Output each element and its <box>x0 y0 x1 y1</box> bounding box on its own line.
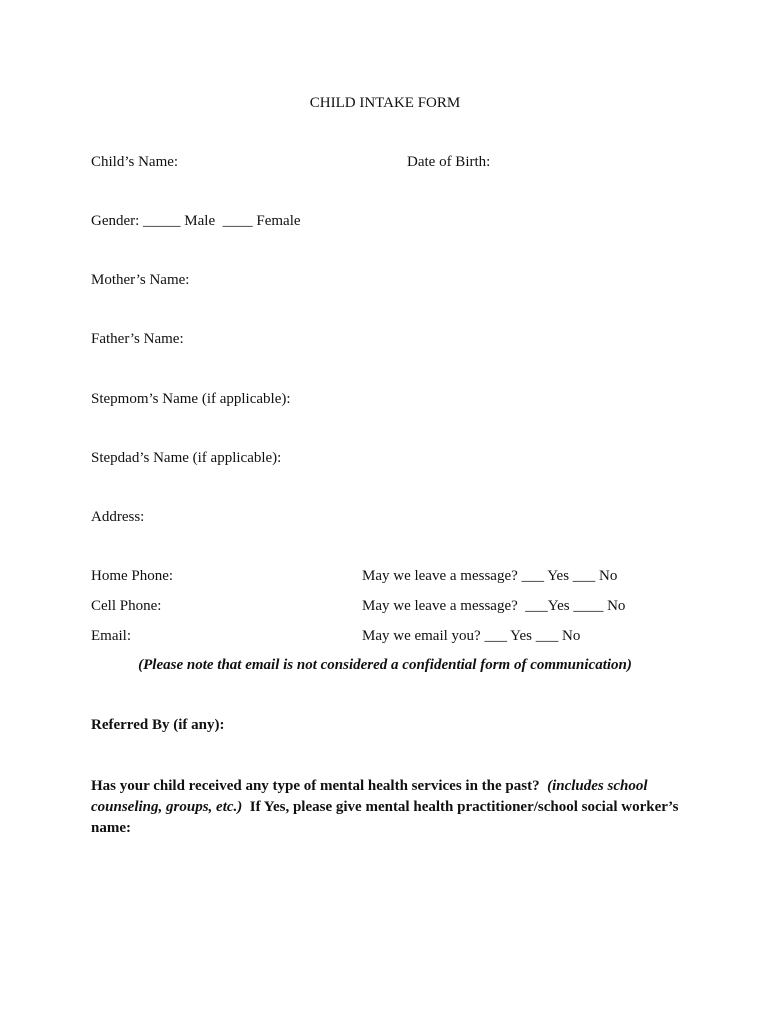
home-phone-label: Home Phone: <box>91 568 174 584</box>
childs-name-label: Child’s Name: <box>91 154 179 170</box>
email-label: Email: <box>91 628 131 644</box>
mental-health-question-start: Has your child received any type of mental health services in the past? <box>91 778 540 794</box>
form-title: CHILD INTAKE FORM <box>309 95 461 111</box>
stepmom-name-label: Stepmom’s Name (if applicable): <box>91 391 291 407</box>
stepdad-name-label: Stepdad’s Name (if applicable): <box>91 450 282 466</box>
cell-phone-label: Cell Phone: <box>91 598 162 614</box>
email-confidentiality-note: (Please note that email is not considered a confidential form of communication) <box>138 657 632 673</box>
gender-label: Gender: _____ Male ____ Female <box>91 213 301 229</box>
date-of-birth-label: Date of Birth: <box>407 154 491 170</box>
address-label: Address: <box>91 509 145 525</box>
fathers-name-label: Father’s Name: <box>91 331 184 347</box>
mothers-name-label: Mother’s Name: <box>91 272 190 288</box>
mental-health-question <box>91 776 691 839</box>
email-permission-question: May we email you? ___ Yes ___ No <box>362 628 581 644</box>
cell-phone-message-question: May we leave a message? ___Yes ____ No <box>362 598 626 614</box>
mental-health-question-end: If Yes, please give mental health practitioner/school social worker’s name: <box>91 799 679 836</box>
referred-by-label: Referred By (if any): <box>91 717 225 733</box>
mental-health-question-note: (includes school counseling, groups, etc.) <box>91 778 648 815</box>
home-phone-message-question: May we leave a message? ___ Yes ___ No <box>362 568 618 584</box>
